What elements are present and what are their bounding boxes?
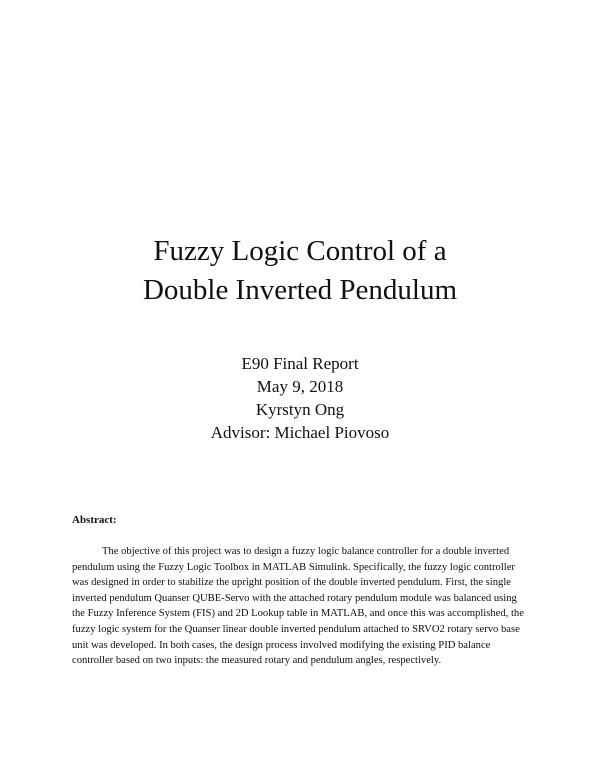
title-block [0, 232, 600, 310]
title-line-2: Double Inverted Pendulum [142, 274, 458, 306]
abstract-heading: Abstract: [72, 514, 117, 526]
report-metadata [0, 352, 600, 444]
advisor-name: Advisor: Michael Piovoso [210, 423, 390, 442]
report-date: May 9, 2018 [256, 377, 344, 396]
abstract-body: The objective of this project was to design a fuzzy logic balance controller for a double inverted pendulum using the Fuzzy Logic Toolbox in MATLAB Simulink. Specifically, the fuzzy logic controller was designed in order to stabilize the upright position of the double inverted pendulum. First, the single inverted pendulum Quanser QUBE-Servo with the attached rotary pendulum module was balanced using the Fuzzy Inference System (FIS) and 2D Lookup table in MATLAB, and once this was accomplished, the fuzzy logic system for the Quanser linear double inverted pendulum attached to SRVO2 rotary servo base unit was developed. In both cases, the design process involved modifying the existing PID balance controller based on two inputs: the measured rotary and pendulum angles, respectively. [72, 546, 524, 667]
title-line-1: Fuzzy Logic Control of a [153, 235, 447, 267]
report-type: E90 Final Report [241, 354, 359, 373]
author-name: Kyrstyn Ong [255, 400, 345, 419]
